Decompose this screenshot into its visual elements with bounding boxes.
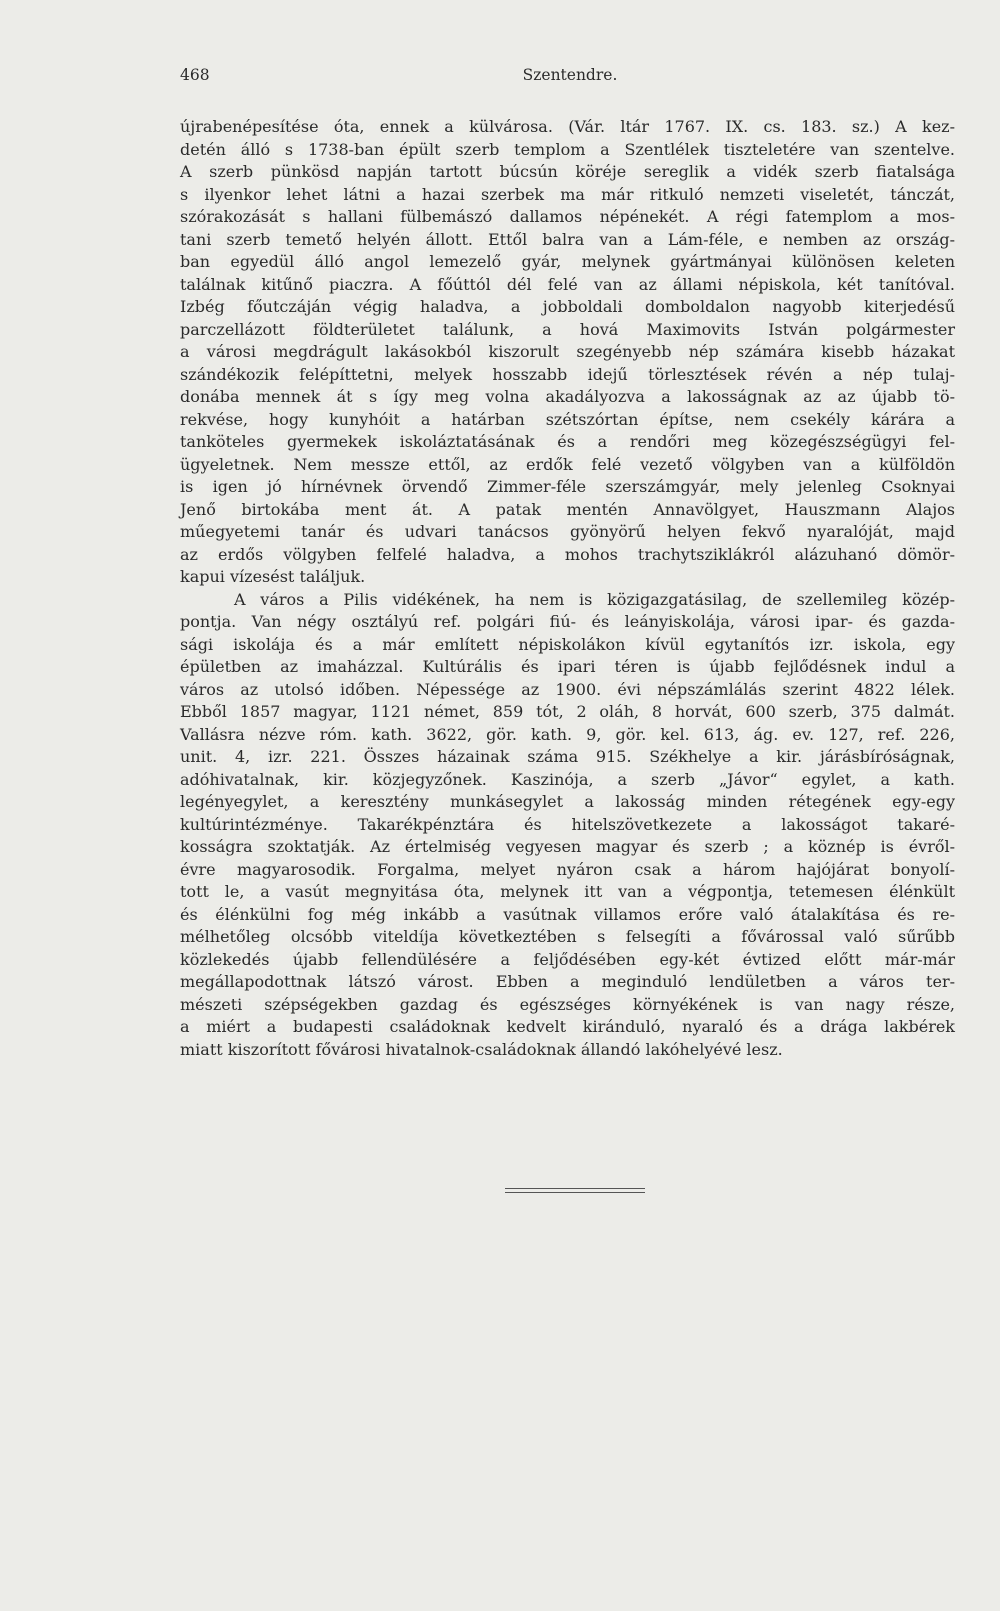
text-line: Vallásra nézve róm. kath. 3622, gör. kath. 9, gör. kel. 613, ág. ev. 127, ref. 226, — [180, 724, 955, 744]
text-line: mészeti szépségekben gazdag és egészséges környékének is van nagy része, — [180, 994, 955, 1014]
text-line: kultúrintézménye. Takarékpénztára és hitelszövetkezete a lakosságot takaré- — [180, 814, 955, 834]
text-line: sági iskolája és a már említett népiskolákon kívül egytanítós izr. iskola, egy — [180, 634, 955, 654]
text-line: közlekedés újabb fellendülésére a feljődésében egy-két évtized előtt már-már — [180, 949, 955, 969]
text-line: a városi megdrágult lakásokból kiszorult szegényebb nép számára kisebb házakat — [180, 342, 955, 361]
text-line: donába mennek át s így meg volna akadályozva a lakosságnak az az újabb tö- — [180, 387, 955, 406]
text-line: a miért a budapesti családoknak kedvelt kiránduló, nyaraló és a drága lakbérek — [180, 1017, 955, 1036]
page-number: 468 — [180, 66, 210, 84]
text-line: mélhetőleg olcsóbb viteldíja következtében s felsegíti a fővárossal való sűrűbb — [180, 927, 955, 946]
text-line: évre magyarosodik. Forgalma, melyet nyáron csak a három hajójárat bonyolí- — [180, 859, 955, 879]
text-line: Jenő birtokába ment át. A patak mentén Annavölgyet, Hauszmann Alajos — [180, 499, 955, 519]
text-line: pontja. Van négy osztályú ref. polgári fiú- és leányiskolája, városi ipar- és gazda- — [180, 612, 955, 631]
page-header — [180, 66, 960, 88]
text-line: tani szerb temető helyén állott. Ettől balra van a Lám-féle, e nemben az ország- — [180, 229, 955, 249]
text-line: megállapodottnak látszó várost. Ebben a meginduló lendületben a város ter- — [180, 972, 955, 991]
text-line: újrabenépesítése óta, ennek a külvárosa. (Vár. ltár 1767. IX. cs. 183. sz.) A kez- — [180, 117, 955, 136]
text-line: adóhivatalnak, kir. közjegyzőnek. Kaszinója, a szerb „Jávor“ egylet, a kath. — [180, 769, 955, 789]
text-line: kapui vízesést találjuk. — [180, 567, 366, 586]
divider — [505, 1188, 645, 1189]
text-line: A szerb pünkösd napján tartott búcsún köréje sereglik a vidék szerb fiatalsága — [180, 162, 955, 181]
text-line: miatt kiszorított fővárosi hivatalnok-családoknak állandó lakóhelyévé lesz. — [180, 1039, 783, 1059]
divider — [505, 1192, 645, 1193]
text-line: legényegylet, a keresztény munkásegylet a lakosság minden rétegének egy-egy — [180, 792, 955, 811]
text-line: parczellázott földterületet találunk, a hová Maximovits István polgármester — [180, 319, 955, 339]
text-line: detén álló s 1738-ban épült szerb templom a Szentlélek tiszteletére van szentelve. — [180, 139, 955, 159]
end-rule — [505, 1188, 645, 1196]
text-line: ban egyedül álló angol lemezelő gyár, melynek gyártmányai különösen keleten — [180, 252, 955, 271]
body-text — [180, 116, 955, 1061]
text-line: műegyetemi tanár és udvari tanácsos gyönyörű helyen fekvő nyaralóját, majd — [180, 522, 955, 541]
text-line: tanköteles gyermekek iskoláztatásának és a rendőri meg közegészségügyi fel- — [180, 432, 955, 451]
text-line: Ebből 1857 magyar, 1121 német, 859 tót, 2 oláh, 8 horvát, 600 szerb, 375 dalmát. — [180, 702, 955, 721]
running-title: Szentendre. — [522, 66, 618, 84]
text-line: szándékozik felépíttetni, melyek hosszabb idejű törlesztések révén a nép tulaj- — [180, 364, 955, 384]
text-line: tott le, a vasút megnyitása óta, melynek itt van a végpontja, tetemesen élénkült — [180, 882, 955, 901]
text-line: épületben az imaházzal. Kultúrális és ipari téren is újabb fejlődésnek indul a — [180, 657, 955, 676]
text-line: és élénkülni fog még inkább a vasútnak villamos erőre való átalakítása és re- — [180, 904, 955, 924]
text-line: Izbég főutczáján végig haladva, a jobboldali domboldalon nagyobb kiterjedésű — [180, 297, 955, 316]
text-line: is igen jó hírnévnek örvendő Zimmer-féle szerszámgyár, mely jelenleg Csoknyai — [180, 477, 955, 496]
text-line: kosságra szoktatják. Az értelmiség vegyesen magyar és szerb ; a köznép is évről- — [180, 837, 955, 856]
text-line: s ilyenkor lehet látni a hazai szerbek ma már ritkuló nemzeti viseletét, tánczát, — [180, 184, 955, 204]
text-line: rekvése, hogy kunyhóit a határban szétszórtan építse, nem csekély kárára a — [180, 409, 955, 429]
text-line: város az utolsó időben. Népessége az 1900. évi népszámlálás szerint 4822 lélek. — [180, 679, 955, 699]
text-line: az erdős völgyben felfelé haladva, a mohos trachytsziklákról alázuhanó dömör- — [180, 544, 955, 564]
text-line: szórakozását s hallani fülbemászó dallamos népénekét. A régi fatemplom a mos- — [180, 207, 955, 226]
text-line: találnak kitűnő piaczra. A főúttól dél felé van az állami népiskola, két tanítóval. — [180, 274, 955, 294]
text-line: unit. 4, izr. 221. Összes házainak száma 915. Székhelye a kir. járásbíróságnak, — [180, 747, 955, 766]
text-line: A város a Pilis vidékének, ha nem is közigazgatásilag, de szellemileg közép- — [234, 589, 955, 609]
text-line: ügyeletnek. Nem messze ettől, az erdők felé vezető völgyben van a külföldön — [180, 454, 955, 474]
